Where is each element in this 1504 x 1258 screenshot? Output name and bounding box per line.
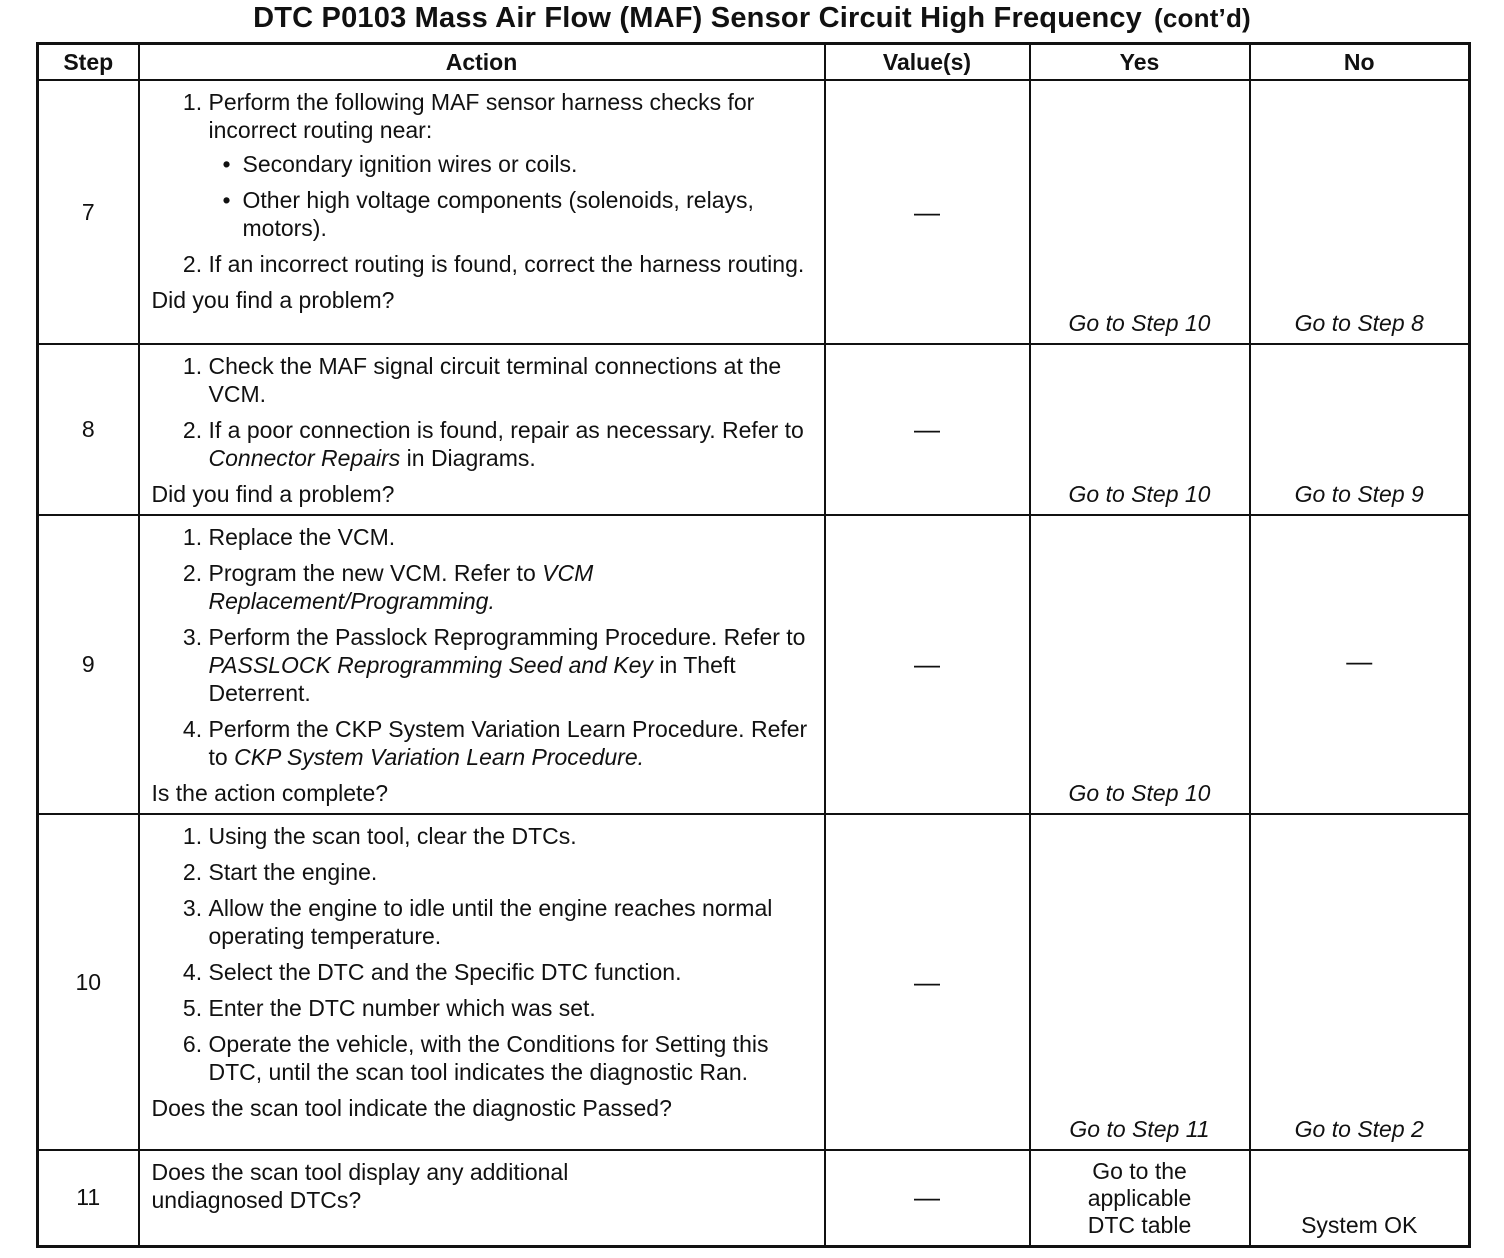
reference-link-text: Connector Repairs — [208, 445, 401, 471]
list-item — [209, 416, 816, 472]
action-text: Perform the Passlock Reprogramming Procedure. Refer to — [208, 624, 806, 650]
question-text: Does the scan tool indicate the diagnostic Passed? — [151, 1095, 672, 1121]
step-number: 7 — [38, 80, 139, 344]
header-action: Action — [139, 44, 825, 81]
table-row — [38, 515, 1470, 814]
no-cell: — — [1250, 515, 1470, 814]
list-item: 6. Operate the vehicle, with the Conditions for Setting this DTC, until the scan tool indicates the diagnostic Ran. — [209, 1030, 816, 1086]
action-list — [152, 523, 816, 771]
action-cell — [139, 814, 825, 1150]
list-item — [209, 623, 816, 707]
list-item: 1. Using the scan tool, clear the DTCs. — [209, 822, 816, 850]
list-item — [209, 715, 816, 771]
question-text: Does the scan tool display any additional undiagnosed DTCs? — [151, 1159, 569, 1213]
list-item: 1. Check the MAF signal circuit terminal connections at the VCM. — [209, 352, 816, 408]
no-cell: Go to Step 9 — [1250, 344, 1470, 515]
yes-cell: Go to Step 11 — [1030, 814, 1250, 1150]
title-suffix: (cont’d) — [1154, 3, 1251, 33]
page-title — [0, 2, 1504, 35]
value-cell: — — [825, 344, 1030, 515]
list-item: 2. Start the engine. — [209, 858, 816, 886]
question-text: Did you find a problem? — [151, 481, 395, 507]
step-number: 10 — [38, 814, 139, 1150]
reference-link-text: PASSLOCK Reprogramming Seed and Key — [208, 652, 653, 678]
reference-link-text: CKP System Variation Learn Procedure. — [234, 744, 645, 770]
yes-text: Go to the applicable DTC table — [1087, 1157, 1192, 1238]
reference-link-text: VCM Replacement/Programming. — [208, 560, 594, 614]
action-cell — [139, 1150, 825, 1246]
value-cell: — — [825, 515, 1030, 814]
action-text: in Theft Deterrent. — [208, 652, 736, 706]
header-values: Value(s) — [825, 44, 1030, 81]
table-row — [38, 1150, 1470, 1246]
bullet-item: • Other high voltage components (solenoids, relays, motors). — [243, 186, 816, 242]
list-item: 1. Replace the VCM. — [209, 523, 816, 551]
no-cell: Go to Step 2 — [1250, 814, 1470, 1150]
header-step: Step — [38, 44, 139, 81]
action-text: Perform the CKP System Variation Learn Procedure. Refer to — [208, 716, 808, 770]
yes-cell: Go to Step 10 — [1030, 80, 1250, 344]
list-item: 5. Enter the DTC number which was set. — [209, 994, 816, 1022]
step-number: 8 — [38, 344, 139, 515]
value-cell: — — [825, 80, 1030, 344]
table-row — [38, 814, 1470, 1150]
value-cell: — — [825, 814, 1030, 1150]
question-text: Did you find a problem? — [151, 287, 395, 313]
step-number: 9 — [38, 515, 139, 814]
action-list — [152, 88, 816, 278]
action-text: Program the new VCM. Refer to — [208, 560, 543, 586]
list-item — [209, 559, 816, 615]
header-row — [38, 44, 1470, 81]
list-item: 3. Allow the engine to idle until the engine reaches normal operating temperature. — [209, 894, 816, 950]
title-text: DTC P0103 Mass Air Flow (MAF) Sensor Circuit High Frequency — [253, 2, 1143, 34]
value-cell: — — [825, 1150, 1030, 1246]
yes-cell: Go to Step 10 — [1030, 344, 1250, 515]
action-list — [152, 352, 816, 472]
list-item: 2. If an incorrect routing is found, correct the harness routing. — [209, 250, 816, 278]
step-number: 11 — [38, 1150, 139, 1246]
action-text: If a poor connection is found, repair as necessary. Refer to — [208, 417, 804, 443]
header-yes: Yes — [1030, 44, 1250, 81]
no-cell: System OK — [1250, 1150, 1470, 1246]
bullet-list — [209, 150, 816, 242]
action-text: Perform the following MAF sensor harness checks for incorrect routing near: — [208, 89, 755, 143]
yes-cell — [1030, 1150, 1250, 1246]
yes-cell: Go to Step 10 — [1030, 515, 1250, 814]
list-item: 4. Select the DTC and the Specific DTC function. — [209, 958, 816, 986]
action-cell — [139, 515, 825, 814]
bullet-item: • Secondary ignition wires or coils. — [243, 150, 816, 178]
table-row — [38, 80, 1470, 344]
action-list — [152, 822, 816, 1086]
header-no: No — [1250, 44, 1470, 81]
question-text: Is the action complete? — [151, 780, 389, 806]
action-cell — [139, 80, 825, 344]
no-cell: Go to Step 8 — [1250, 80, 1470, 344]
table-row — [38, 344, 1470, 515]
list-item — [209, 88, 816, 242]
action-text: in Diagrams. — [400, 445, 536, 471]
action-cell — [139, 344, 825, 515]
diagnostic-table — [36, 42, 1471, 1248]
